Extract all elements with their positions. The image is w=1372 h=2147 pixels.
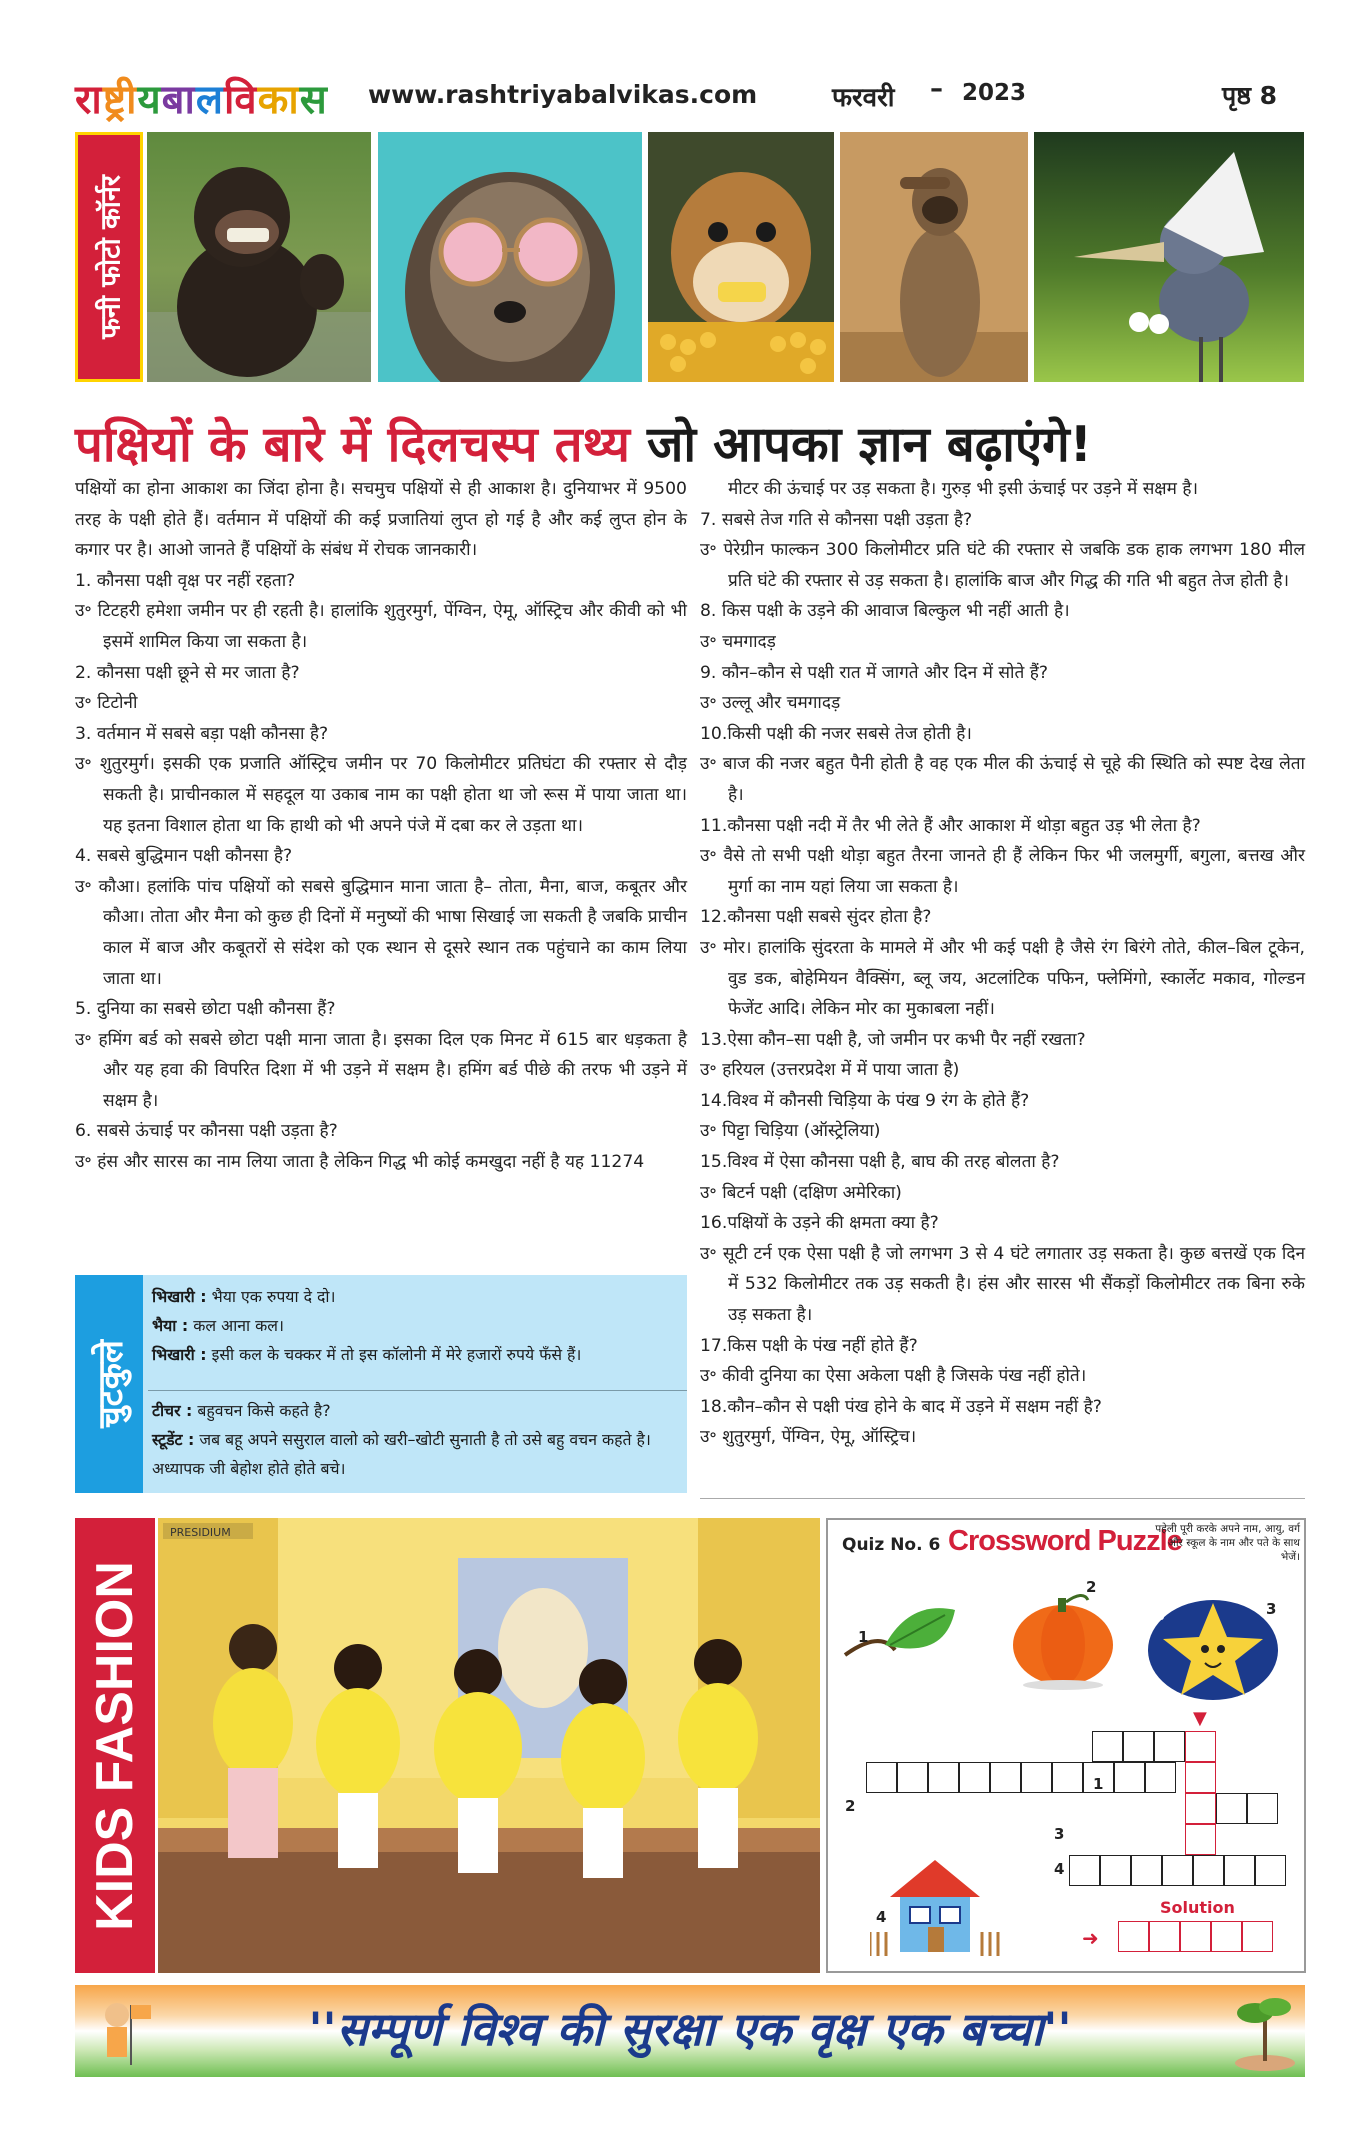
grid-cell[interactable] <box>1123 1731 1154 1762</box>
grid-cell[interactable] <box>1145 1762 1176 1793</box>
question: 12.कौनसा पक्षी सबसे सुंदर होता है? <box>700 907 932 928</box>
clue-number-4: 4 <box>876 1908 887 1926</box>
grid-number-3: 3 <box>1054 1825 1065 1843</box>
grid-cell[interactable] <box>1100 1855 1131 1886</box>
crossword-title: Crossword Puzzle <box>948 1525 1182 1557</box>
funny-photo-corner-label: फनी फोटो कॉर्नर <box>75 132 143 382</box>
answer: उ॰ कौआ। हलांकि पांच पक्षियों को सबसे बुद्धिमान माना जाता है– तोता, मैना, बाज, कबूतर और कौआ। तोता और मैना को कुछ ही दिनों में मनुष्यों की भाषा सिखाई जा सकती है जबकि प्राचीन काल में बाज और कबूतरों से संदेश को एक स्थान से दूसरे स्थान तक पहुंचाने का काम लिया जाता था। <box>75 876 687 989</box>
masthead-letter: स <box>299 77 328 123</box>
article-continuation: मीटर की ऊंचाई पर उड़ सकता है। गुरुड़ भी इसी ऊंचाई पर उड़ने में सक्षम है। <box>728 479 1199 499</box>
solution-cell[interactable] <box>1149 1921 1180 1952</box>
answer: उ॰ हमिंग बर्ड को सबसे छोटा पक्षी माना जाता है। इसका दिल एक मिनट में 615 बार धड़कता है और यह हवा की विपरित दिशा में भी उड़ने में सक्षम है। हमिंग बर्ड पीछे की तरफ भी उड़ने में सक्षम है। <box>75 1029 687 1111</box>
grid-cell[interactable] <box>1255 1855 1286 1886</box>
solution-cell[interactable] <box>1211 1921 1242 1952</box>
grid-cell[interactable] <box>990 1762 1021 1793</box>
grid-cell[interactable] <box>1247 1793 1278 1824</box>
grid-cell[interactable] <box>1185 1824 1216 1855</box>
grid-number-2: 2 <box>845 1797 856 1815</box>
joke-speaker: भिखारी : <box>152 1287 207 1306</box>
kids-fashion-photo <box>158 1518 820 1973</box>
question: 7. सबसे तेज गति से कौनसा पक्षी उड़ता है? <box>700 509 973 530</box>
crossword-instruction: पहेली पूरी करके अपने नाम, आयु, वर्ग और स्कूल के नाम और पते के साथ भेजें। <box>1155 1523 1300 1563</box>
question: 11.कौनसा पक्षी नदी में तैर भी लेते हैं और आकाश में थोड़ा बहुत उड़ भी लेता है? <box>700 815 1201 836</box>
question: 1. कौनसा पक्षी वृक्ष पर नहीं रहता? <box>75 570 296 591</box>
site-url[interactable]: www.rashtriyabalvikas.com <box>368 80 758 109</box>
answer: उ॰ शुतुरमुर्ग। इसकी एक प्रजाति ऑस्ट्रिच जमीन पर 70 किलोमीटर प्रतिघंटा की रफ्तार से दौड़ सकती है। प्राचीनकाल में सहदूल या उकाब नाम का पक्षी होता था जो रूस में पाया जाता था। यह इतना विशाल होता था कि हाथी को भी अपने पंजे में दबा कर ले उड़ता था। <box>75 754 687 836</box>
joke-text: जब बहू अपने ससुराल वालो को खरी–खोटी सुनाती है तो उसे बहु वचन कहते है। अध्यापक जी बेहोश होते होते बचे। <box>152 1430 651 1478</box>
section-divider <box>700 1498 1305 1499</box>
question: 10.किसी पक्षी की नजर सबसे तेज होती है। <box>700 723 972 744</box>
quiz-number: Quiz No. 6 <box>842 1535 941 1555</box>
grid-cell[interactable] <box>1185 1731 1216 1762</box>
joke-line <box>152 1425 682 1483</box>
headline-part-red: पक्षियों के बारे में दिलचस्प तथ्य <box>75 416 630 473</box>
grid-cell[interactable] <box>1185 1762 1216 1793</box>
answer: उ॰ चमगादड़ <box>700 631 776 652</box>
joke-line <box>152 1282 682 1311</box>
masthead-letter: का <box>257 77 300 123</box>
masthead-letter: ष्ट्री <box>102 77 138 123</box>
joke-text: इसी कल के चक्कर में तो इस कॉलोनी में मेरे हजारों रुपये फँसे हैं। <box>206 1345 582 1364</box>
question: 8. किस पक्षी के उड़ने की आवाज बिल्कुल भी नहीं आती है। <box>700 601 1070 622</box>
question: 2. कौनसा पक्षी छूने से मर जाता है? <box>75 662 300 683</box>
grid-cell[interactable] <box>897 1762 928 1793</box>
laughing-chimp-photo <box>147 132 371 382</box>
answer: उ॰ हरियल (उत्तरप्रदेश में में पाया जाता है) <box>700 1060 960 1081</box>
masthead-letter: ल <box>195 77 224 123</box>
solution-label: Solution <box>1160 1898 1235 1917</box>
answer: उ॰ पिट्टा चिड़िया (ऑस्ट्रेलिया) <box>700 1121 881 1142</box>
grid-cell[interactable] <box>1069 1855 1100 1886</box>
house-clue-picture <box>870 1852 1000 1962</box>
joke-speaker: भिखारी : <box>152 1345 207 1364</box>
answer: उ॰ उल्लू और चमगादड़ <box>700 693 841 714</box>
joke-speaker: टीचर : <box>152 1401 193 1420</box>
masthead-letter: य <box>137 77 162 123</box>
answer: उ॰ कीवी दुनिया का ऐसा अकेला पक्षी है जिसके पंख नहीं होते। <box>700 1366 1087 1387</box>
article-headline <box>75 410 1305 480</box>
masthead-letter: वि <box>224 77 258 123</box>
joke-line <box>152 1311 682 1340</box>
grid-cell[interactable] <box>959 1762 990 1793</box>
down-arrow-icon: ▼ <box>1193 1708 1207 1729</box>
dog-with-sunglasses-photo <box>378 132 642 382</box>
joke-text: भैया एक रुपया दे दो। <box>206 1287 336 1306</box>
left-qa-list <box>75 566 687 1178</box>
grid-number-1: 1 <box>1093 1775 1104 1793</box>
answer: उ॰ शुतुरमुर्ग, पेंग्विन, ऐमू, ऑस्ट्रिच। <box>700 1427 917 1448</box>
article-left-column <box>75 474 687 1178</box>
grid-cell[interactable] <box>1154 1731 1185 1762</box>
solution-cell[interactable] <box>1118 1921 1149 1952</box>
answer: उ॰ बिटर्न पक्षी (दक्षिण अमेरिका) <box>700 1182 902 1203</box>
bird-with-cap-photo <box>1034 132 1304 382</box>
grid-cell[interactable] <box>1092 1731 1123 1762</box>
grid-number-4: 4 <box>1054 1860 1065 1878</box>
grid-cell[interactable] <box>1193 1855 1224 1886</box>
masthead-letter: बा <box>161 77 196 123</box>
joke-speaker: स्टूडेंट : <box>152 1430 195 1449</box>
question: 15.विश्व में ऐसा कौनसा पक्षी है, बाघ की तरह बोलता है? <box>700 1152 1060 1173</box>
answer: उ॰ टिटहरी हमेशा जमीन पर ही रहती है। हालांकि शुतुरमुर्ग, पेंग्विन, ऐमू, ऑस्ट्रिच और कीवी को भी इसमें शामिल किया जा सकता है। <box>75 601 687 652</box>
page-number: पृष्ठ 8 <box>1222 81 1278 110</box>
answer: उ॰ पेरेग्रीन फाल्कन 300 किलोमीटर प्रति घंटे की रफ्तार से जबकि डक हाक लगभग 180 मील प्रति घंटे की रफ्तार से उड़ सकता है। हालांकि बाज और गिद्ध की गति भी बहुत तेज होती है। <box>700 540 1305 591</box>
question: 6. सबसे ऊंचाई पर कौनसा पक्षी उड़ता है? <box>75 1121 338 1142</box>
grid-cell[interactable] <box>1162 1855 1193 1886</box>
answer: उ॰ मोर। हालांकि सुंदरता के मामले में और भी कई पक्षी है जैसे रंग बिरंगे तोते, कील–बिल टूकेन, वुड डक, बोहेमियन वैक्सिंग, ब्लू जय, अटलांटिक पफिन, फ्लेमिंगो, स्कार्लेट मकाव, गोल्डन फेजेंट आदि। लेकिन मोर का मुकाबला नहीं। <box>700 937 1305 1020</box>
joke-text: कल आना कल। <box>188 1316 284 1335</box>
answer: उ॰ बाज की नजर बहुत पैनी होती है वह एक मील की ऊंचाई से चूहे की स्थिति को स्पष्ट देख लेता है। <box>700 754 1305 805</box>
solution-cell[interactable] <box>1180 1921 1211 1952</box>
joke-speaker: भैया : <box>152 1316 189 1335</box>
grid-cell[interactable] <box>1224 1855 1255 1886</box>
question: 9. कौन–कौन से पक्षी रात में जागते और दिन में सोते हैं? <box>700 662 1048 683</box>
grid-cell[interactable] <box>1052 1762 1083 1793</box>
question: 16.पक्षियों के उड़ने की क्षमता क्या है? <box>700 1213 939 1234</box>
article-right-column <box>700 474 1305 1453</box>
grid-cell[interactable] <box>1021 1762 1052 1793</box>
grid-cell[interactable] <box>1185 1793 1216 1824</box>
question: 17.किस पक्षी के पंख नहीं होते हैं? <box>700 1335 918 1356</box>
issue-year: 2023 <box>962 80 1027 106</box>
question: 18.कौन–कौन से पक्षी पंख होने के बाद में उड़ने में सक्षम नहीं है? <box>700 1396 1102 1417</box>
question: 13.ऐसा कौन–सा पक्षी है, जो जमीन पर कभी पैर नहीं रखता? <box>700 1029 1086 1050</box>
joke-line <box>152 1340 682 1369</box>
question: 14.विश्व में कौनसी चिड़िया के पंख 9 रंग के होते हैं? <box>700 1090 1030 1111</box>
banner-slogan: ''सम्पूर्ण विश्व की सुरक्षा एक वृक्ष एक बच्चा'' <box>308 2002 1072 2056</box>
question: 5. दुनिया का सबसे छोटा पक्षी कौनसा हैं? <box>75 999 336 1020</box>
clue-number-3: 3 <box>1266 1600 1277 1618</box>
article-intro: पक्षियों का होना आकाश का जिंदा होना है। सचमुच पक्षियों से ही आकाश है। दुनियाभर में 9500 तरह के पक्षी होते हैं। वर्तमान में पक्षियों की कई प्रजातियां लुप्त हो गई है और कई लुप्त होन के कगार पर है। आओ जानते हैं पक्षियों के संबंध में रोचक जानकारी। <box>75 479 687 561</box>
answer: उ॰ टिटोनी <box>75 693 138 714</box>
joke-line <box>152 1396 682 1425</box>
answer: उ॰ वैसे तो सभी पक्षी थोड़ा बहुत तैरना जानते ही हैं लेकिन फिर भी जलमुर्गी, बगुला, बत्तख और मुर्गा का नाम यहां लिया जा सकता है। <box>700 846 1305 897</box>
question: 4. सबसे बुद्धिमान पक्षी कौनसा है? <box>75 846 293 867</box>
masthead-logo <box>75 70 328 130</box>
grid-cell[interactable] <box>1131 1855 1162 1886</box>
right-arrow-icon: ➜ <box>1082 1926 1099 1950</box>
grid-cell[interactable] <box>928 1762 959 1793</box>
jokes-label: चुटकुले <box>75 1275 143 1493</box>
presidium-logo: PRESIDIUM <box>170 1526 231 1539</box>
joke-divider <box>148 1390 687 1391</box>
slogan-banner <box>75 1985 1305 2077</box>
joke-text: बहुवचन किसे कहते है? <box>192 1401 331 1420</box>
kids-fashion-label: KIDS FASHION <box>75 1518 155 1973</box>
grid-cell[interactable] <box>1216 1793 1247 1824</box>
clue-number-2: 2 <box>1086 1578 1097 1596</box>
issue-month: फरवरी <box>832 83 895 113</box>
right-qa-list <box>700 505 1305 1453</box>
headline-part-dark: जो आपका ज्ञान बढ़ाएंगे! <box>629 416 1093 473</box>
joke-2 <box>152 1396 682 1483</box>
date-separator: – <box>930 74 943 104</box>
meerkat-saluting-photo <box>840 132 1028 382</box>
grid-cell[interactable] <box>1114 1762 1145 1793</box>
chipmunk-with-corn-photo <box>648 132 834 382</box>
solution-cell[interactable] <box>1242 1921 1273 1952</box>
grid-cell[interactable] <box>866 1762 897 1793</box>
question: 3. वर्तमान में सबसे बड़ा पक्षी कौनसा है? <box>75 723 329 744</box>
answer: उ॰ हंस और सारस का नाम लिया जाता है लेकिन गिद्ध भी कोई कमखुदा नहीं है यह 11274 <box>75 1152 645 1173</box>
clue-number-1: 1 <box>858 1628 869 1646</box>
joke-1 <box>152 1282 682 1369</box>
masthead-letter: रा <box>75 77 103 123</box>
answer: उ॰ सूटी टर्न एक ऐसा पक्षी है जो लगभग 3 से 4 घंटे लगातार उड़ सकता है। कुछ बत्तखें एक दिन में 532 किलोमीटर तक उड़ सकती है। हंस और सारस भी सैंकड़ों किलोमीटर तक बिना रुके उड़ सकता है। <box>700 1243 1305 1326</box>
